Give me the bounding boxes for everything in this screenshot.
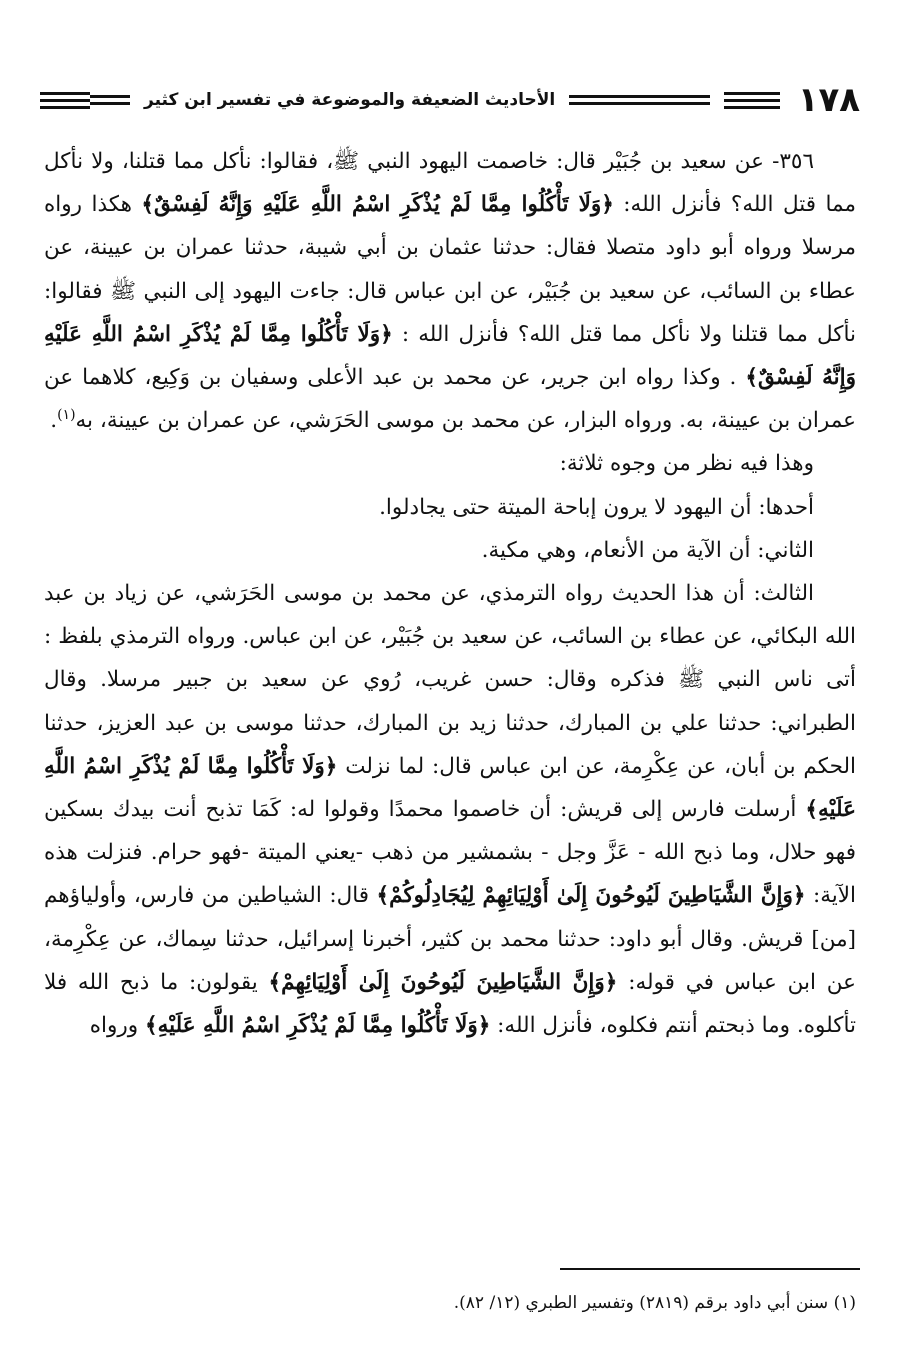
main-text — [44, 140, 856, 1047]
quran-verse: ﴿وَلَا تَأْكُلُوا مِمَّا لَمْ يُذْكَرِ اسْمُ اللَّهِ عَلَيْهِ﴾ — [144, 1013, 491, 1039]
running-title: الأحاديث الضعيفة والموضوعة في تفسير ابن كثير — [144, 90, 556, 110]
page-header — [40, 78, 860, 122]
header-rule — [569, 93, 710, 107]
page-number: ١٧٨ — [797, 80, 860, 120]
text-segment: . — [50, 408, 58, 434]
text-segment: ٣٥٦- عن سعيد بن جُبَيْر قال: خاصمت اليهود النبي ﷺ، فقالوا: نأكل مما قتلنا، ولا نأكل مما قتل الله؟ فأنزل الله: — [44, 149, 856, 218]
quran-verse: ﴿وَلَا تَأْكُلُوا مِمَّا لَمْ يُذْكَرِ اسْمُ اللَّهِ عَلَيْهِ﴾ — [44, 753, 856, 823]
header-rule-left — [90, 93, 130, 107]
quran-verse: ﴿وَلَا تَأْكُلُوا مِمَّا لَمْ يُذْكَرِ اسْمُ اللَّهِ عَلَيْهِ وَإِنَّهُ لَفِسْقٌ﴾ — [44, 321, 856, 391]
text-segment: . وكذا رواه ابن جرير، عن محمد بن عبد الأعلى وسفيان بن وَكِيع، كلاهما عن عمران بن عيينة، به. ورواه البزار، عن محمد بن موسى الحَرَشي، عن عمران بن عيينة، به — [44, 365, 856, 434]
text-segment: هكذا رواه مرسلا ورواه أبو داود متصلا فقال: حدثنا عثمان بن أبي شيبة، حدثنا عمران بن عيينة، عن عطاء بن السائب، عن سعيد بن جُبَيْر، عن ابن عباس قال: جاءت اليهود إلى النبي ﷺ فقالوا: نأكل مما قتلنا ولا نأكل مما قتل الله؟ فأنزل الله : — [44, 192, 857, 347]
quran-verse: ﴿وَلَا تَأْكُلُوا مِمَّا لَمْ يُذْكَرِ اسْمُ اللَّهِ عَلَيْهِ وَإِنَّهُ لَفِسْقٌ﴾ — [141, 192, 614, 218]
header-ornament-right — [724, 90, 780, 111]
paragraph: وهذا فيه نظر من وجوه ثلاثة: — [559, 451, 814, 477]
text-segment: يقولون: ما ذبح الله فلا تأكلوه. وما ذبحتم أنتم فكلوه، فأنزل الله: — [44, 969, 856, 1039]
header-ornament-left — [40, 90, 90, 111]
paragraph: أحدها: أن اليهود لا يرون إباحة الميتة حتى يجادلوا. — [379, 494, 814, 520]
footnote: (١) سنن أبي داود برقم (٢٨١٩) وتفسير الطبري (١٢/ ٨٢). — [453, 1293, 856, 1313]
hadith-paragraph — [44, 140, 856, 442]
paragraph — [44, 572, 856, 1047]
footnote-marker: (١) — [57, 407, 76, 424]
quran-verse: ﴿وَإِنَّ الشَّيَاطِينَ لَيُوحُونَ إِلَىٰ أَوْلِيَائِهِمْ لِيُجَادِلُوكُمْ﴾ — [376, 883, 806, 909]
footnote-divider — [560, 1268, 860, 1270]
text-segment: ورواه — [89, 1013, 139, 1039]
paragraph: الثاني: أن الآية من الأنعام، وهي مكية. — [481, 537, 814, 563]
quran-verse: ﴿وَإِنَّ الشَّيَاطِينَ لَيُوحُونَ إِلَىٰ أَوْلِيَائِهِمْ﴾ — [268, 969, 618, 995]
text-segment: قال: الشياطين من فارس، وأولياؤهم [من] قريش. وقال أبو داود: حدثنا محمد بن كثير، أخبرنا إسرائيل، حدثنا سِماك، عن عِكْرِمة، عن ابن عباس في قوله: — [44, 883, 856, 995]
text-segment: الثالث: أن هذا الحديث رواه الترمذي، عن محمد بن موسى الحَرَشي، عن زياد بن عبد الله البكائي، عن عطاء بن السائب، عن سعيد بن جُبَيْر، عن ابن عباس. ورواه الترمذي بلفظ : أتى ناس النبي ﷺ فذكره وقال: حسن غريب، رُوي عن سعيد بن جبير مرسلا. وقال الطبراني: حدثنا علي بن المبارك، حدثنا زيد بن المبارك، حدثنا موسى بن عبد العزيز، حدثنا الحكم بن أبان، عن عِكْرِمة، عن ابن عباس قال: لما نزلت — [44, 581, 856, 779]
text-segment: أرسلت فارس إلى قريش: أن خاصموا محمدًا وقولوا له: كَمَا تذبح أنت بيدك بسكين فهو حلال، وما ذبح الله - عَزَّ وجل - بشمشير من ذهب -يعني الميتة -فهو حرام. فنزلت هذه الآية: — [44, 797, 856, 909]
